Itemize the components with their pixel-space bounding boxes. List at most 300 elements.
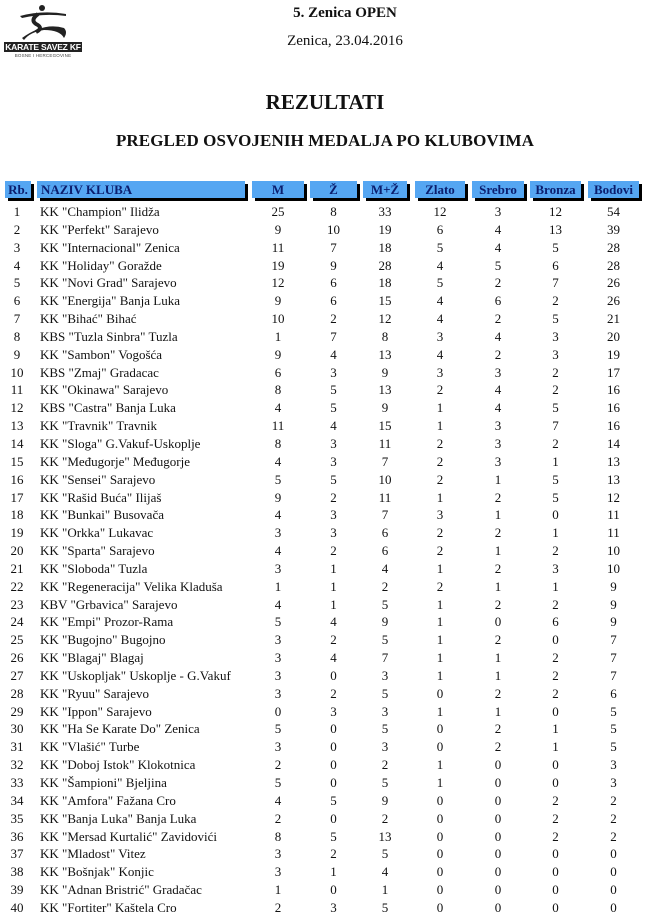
cell-bronze: 0 [552, 864, 559, 880]
cell-silver: 2 [494, 685, 502, 701]
cell-silver: 4 [494, 328, 502, 344]
cell-mz: 6 [381, 525, 389, 541]
cell-gold: 2 [436, 471, 444, 487]
cell-z: 2 [330, 846, 337, 862]
cell-rb: 25 [10, 632, 24, 648]
cell-rb: 21 [10, 560, 24, 576]
cell-mz: 11 [378, 435, 392, 451]
cell-m: 4 [274, 507, 282, 523]
cell-points: 26 [607, 293, 620, 309]
cell-rb: 12 [10, 400, 24, 416]
column-header-points: Bodovi [588, 181, 639, 198]
table-row [0, 828, 650, 846]
cell-points: 54 [607, 204, 620, 219]
cell-silver: 0 [494, 792, 502, 808]
cell-m: 2 [274, 757, 282, 773]
cell-gold: 1 [436, 560, 444, 576]
table-row [0, 596, 650, 614]
cell-gold: 0 [436, 882, 444, 898]
logo-name: KARATE SAVEZ KF [5, 42, 81, 52]
cell-name: KK "Ryuu" Sarajevo [40, 685, 150, 701]
cell-points: 7 [610, 667, 617, 683]
cell-rb: 5 [13, 275, 21, 291]
cell-points: 39 [607, 221, 620, 237]
cell-name: KK "Regeneracija" Velika Kladuša [40, 578, 223, 594]
cell-points: 10 [607, 543, 620, 559]
cell-z: 9 [330, 257, 337, 273]
cell-m: 8 [274, 435, 282, 451]
cell-mz: 5 [381, 632, 389, 648]
cell-rb: 39 [10, 882, 24, 898]
cell-mz: 5 [381, 596, 389, 612]
cell-m: 9 [274, 293, 282, 309]
cell-rb: 8 [13, 328, 21, 344]
cell-m: 8 [274, 382, 282, 398]
table-row [0, 489, 650, 507]
cell-gold: 1 [436, 418, 444, 434]
cell-points: 7 [610, 632, 617, 648]
cell-bronze: 2 [552, 650, 559, 666]
cell-name: KK "Fortiter" Kaštela Cro [40, 899, 177, 915]
cell-mz: 15 [378, 418, 392, 434]
cell-z: 0 [330, 721, 337, 737]
cell-name: KK "Bošnjak" Konjic [40, 864, 154, 880]
cell-z: 1 [330, 560, 337, 576]
cell-silver: 2 [494, 311, 502, 327]
cell-points: 0 [610, 882, 617, 898]
cell-m: 6 [274, 364, 282, 380]
cell-z: 6 [330, 275, 337, 291]
table-row [0, 364, 650, 382]
cell-mz: 5 [381, 685, 389, 701]
cell-rb: 2 [13, 221, 21, 237]
cell-rb: 9 [13, 346, 21, 362]
table-row [0, 845, 650, 863]
cell-name: KK "Rašid Buća" Ilijaš [40, 489, 162, 505]
table-row [0, 810, 650, 828]
cell-bronze: 2 [552, 810, 559, 826]
cell-bronze: 3 [552, 346, 559, 362]
cell-points: 3 [610, 757, 617, 773]
cell-m: 9 [274, 221, 282, 237]
cell-bronze: 1 [552, 578, 559, 594]
cell-gold: 2 [436, 382, 444, 398]
cell-points: 16 [607, 382, 620, 398]
cell-bronze: 2 [552, 382, 559, 398]
table-row [0, 881, 650, 899]
table-row [0, 667, 650, 685]
cell-silver: 5 [494, 257, 502, 273]
table-row [0, 774, 650, 792]
cell-m: 10 [271, 311, 285, 327]
cell-m: 3 [274, 685, 282, 701]
cell-rb: 15 [10, 453, 24, 469]
cell-gold: 0 [436, 828, 444, 844]
cell-points: 5 [610, 739, 617, 755]
cell-gold: 2 [436, 543, 444, 559]
cell-gold: 3 [436, 507, 444, 523]
cell-z: 2 [330, 543, 337, 559]
cell-bronze: 1 [552, 739, 559, 755]
cell-silver: 1 [494, 507, 502, 523]
cell-name: KK "Blagaj" Blagaj [40, 650, 144, 666]
cell-silver: 3 [494, 453, 502, 469]
cell-m: 4 [274, 400, 282, 416]
cell-gold: 1 [436, 650, 444, 666]
cell-bronze: 0 [552, 846, 559, 862]
cell-m: 2 [274, 899, 282, 915]
cell-mz: 2 [381, 757, 389, 773]
cell-silver: 1 [494, 471, 502, 487]
cell-gold: 1 [436, 703, 444, 719]
cell-silver: 4 [494, 221, 502, 237]
column-header-gold: Zlato [415, 181, 465, 198]
cell-bronze: 2 [552, 828, 559, 844]
table-row [0, 203, 650, 221]
cell-rb: 1 [13, 204, 21, 219]
cell-z: 3 [330, 453, 337, 469]
cell-silver: 4 [494, 400, 502, 416]
cell-silver: 6 [494, 293, 502, 309]
cell-m: 5 [274, 614, 282, 630]
table-row [0, 435, 650, 453]
cell-silver: 0 [494, 846, 502, 862]
cell-m: 4 [274, 596, 282, 612]
table-row [0, 863, 650, 881]
cell-points: 3 [610, 775, 617, 790]
cell-z: 3 [330, 435, 337, 451]
cell-name: KK "Mersad Kurtalić" Zavidovići [40, 828, 218, 844]
cell-rb: 23 [10, 596, 24, 612]
cell-m: 12 [271, 275, 285, 291]
cell-bronze: 5 [552, 489, 559, 505]
cell-silver: 0 [494, 899, 502, 915]
cell-bronze: 2 [552, 543, 559, 559]
cell-silver: 0 [494, 810, 502, 826]
cell-points: 13 [607, 471, 620, 487]
cell-mz: 9 [381, 364, 389, 380]
cell-rb: 27 [10, 667, 24, 683]
cell-m: 3 [274, 846, 282, 862]
cell-bronze: 0 [552, 703, 559, 719]
cell-mz: 5 [381, 721, 389, 737]
cell-rb: 13 [10, 418, 24, 434]
cell-z: 3 [330, 507, 337, 523]
cell-m: 4 [274, 792, 282, 808]
cell-bronze: 2 [552, 792, 559, 808]
cell-z: 5 [330, 400, 337, 416]
cell-m: 3 [274, 864, 282, 880]
cell-m: 3 [274, 667, 282, 683]
cell-points: 2 [610, 828, 617, 844]
cell-mz: 33 [378, 204, 392, 219]
cell-points: 9 [610, 578, 617, 594]
table-row [0, 899, 650, 917]
cell-silver: 3 [494, 418, 502, 434]
cell-bronze: 7 [552, 275, 559, 291]
cell-rb: 29 [10, 703, 24, 719]
table-body [0, 203, 650, 917]
table-row [0, 631, 650, 649]
cell-mz: 2 [381, 578, 389, 594]
cell-name: KK "Okinawa" Sarajevo [40, 382, 169, 398]
cell-rb: 26 [10, 650, 24, 666]
cell-mz: 13 [378, 828, 392, 844]
cell-bronze: 5 [552, 239, 559, 255]
cell-mz: 5 [381, 899, 389, 915]
cell-m: 2 [274, 810, 282, 826]
cell-name: KK "Internacional" Zenica [40, 239, 180, 255]
cell-name: KK "Travnik" Travnik [40, 418, 158, 434]
cell-mz: 4 [381, 864, 389, 880]
table-row [0, 453, 650, 471]
cell-name: KK "Međugorje" Međugorje [40, 453, 190, 469]
cell-z: 1 [330, 578, 337, 594]
cell-m: 5 [274, 721, 282, 737]
cell-mz: 7 [381, 507, 389, 523]
cell-name: KK "Bihać" Bihać [40, 311, 137, 327]
cell-mz: 10 [378, 471, 392, 487]
cell-rb: 34 [10, 792, 24, 808]
cell-m: 1 [274, 328, 282, 344]
cell-points: 2 [610, 810, 617, 826]
cell-name: KK "Šampioni" Bjeljina [40, 775, 167, 790]
cell-rb: 28 [10, 685, 24, 701]
cell-name: KK "Sensei" Sarajevo [40, 471, 156, 487]
cell-gold: 5 [436, 275, 444, 291]
cell-rb: 16 [10, 471, 24, 487]
cell-points: 19 [607, 346, 620, 362]
cell-mz: 8 [381, 328, 389, 344]
cell-gold: 1 [436, 757, 444, 773]
cell-mz: 7 [381, 650, 389, 666]
cell-points: 0 [610, 864, 617, 880]
cell-mz: 13 [378, 382, 392, 398]
cell-rb: 19 [10, 525, 24, 541]
cell-gold: 12 [433, 204, 447, 219]
cell-mz: 11 [378, 489, 392, 505]
cell-m: 19 [271, 257, 285, 273]
cell-silver: 1 [494, 703, 502, 719]
cell-z: 3 [330, 525, 337, 541]
cell-rb: 3 [13, 239, 21, 255]
cell-z: 4 [330, 346, 337, 362]
cell-silver: 2 [494, 489, 502, 505]
karate-figure-icon [14, 4, 72, 42]
table-row [0, 399, 650, 417]
cell-silver: 1 [494, 667, 502, 683]
cell-silver: 2 [494, 346, 502, 362]
cell-mz: 18 [378, 239, 392, 255]
cell-silver: 1 [494, 650, 502, 666]
cell-points: 16 [607, 418, 620, 434]
table-row [0, 239, 650, 257]
cell-bronze: 3 [552, 560, 559, 576]
cell-z: 3 [330, 703, 337, 719]
cell-z: 2 [330, 685, 337, 701]
cell-gold: 4 [436, 311, 444, 327]
cell-points: 0 [610, 899, 617, 915]
cell-points: 6 [610, 685, 617, 701]
cell-name: KK "Orkka" Lukavac [40, 525, 154, 541]
cell-z: 0 [330, 757, 337, 773]
cell-m: 3 [274, 560, 282, 576]
cell-rb: 37 [10, 846, 24, 862]
cell-m: 0 [274, 703, 282, 719]
table-row [0, 560, 650, 578]
cell-m: 9 [274, 489, 282, 505]
cell-rb: 24 [10, 614, 24, 630]
cell-points: 14 [607, 435, 620, 451]
cell-gold: 4 [436, 346, 444, 362]
cell-name: KBV "Grbavica" Sarajevo [40, 596, 178, 612]
cell-rb: 36 [10, 828, 24, 844]
cell-rb: 40 [10, 899, 24, 915]
cell-mz: 6 [381, 543, 389, 559]
cell-name: KK "Uskopljak" Uskoplje - G.Vakuf [40, 667, 231, 683]
cell-name: KK "Champion" Ilidža [40, 204, 160, 219]
cell-mz: 15 [378, 293, 392, 309]
cell-z: 2 [330, 311, 337, 327]
cell-bronze: 1 [552, 721, 559, 737]
cell-gold: 2 [436, 578, 444, 594]
cell-silver: 0 [494, 828, 502, 844]
cell-points: 0 [610, 846, 617, 862]
cell-mz: 13 [378, 346, 392, 362]
table-row [0, 257, 650, 275]
cell-bronze: 0 [552, 757, 559, 773]
cell-bronze: 1 [552, 525, 559, 541]
cell-m: 3 [274, 650, 282, 666]
cell-silver: 3 [494, 435, 502, 451]
cell-m: 5 [274, 775, 282, 790]
cell-z: 5 [330, 828, 337, 844]
cell-silver: 0 [494, 757, 502, 773]
cell-m: 25 [271, 204, 285, 219]
cell-m: 3 [274, 739, 282, 755]
cell-rb: 7 [13, 311, 21, 327]
table-row [0, 792, 650, 810]
cell-rb: 38 [10, 864, 24, 880]
cell-silver: 2 [494, 525, 502, 541]
cell-name: KBS "Zmaj" Gradacac [40, 364, 159, 380]
cell-z: 5 [330, 471, 337, 487]
cell-mz: 4 [381, 560, 389, 576]
cell-m: 9 [274, 346, 282, 362]
cell-gold: 0 [436, 792, 444, 808]
cell-gold: 0 [436, 810, 444, 826]
column-header-mz: M+Ž [363, 181, 407, 198]
cell-z: 10 [327, 221, 340, 237]
cell-m: 1 [274, 882, 282, 898]
cell-bronze: 5 [552, 400, 559, 416]
cell-points: 20 [607, 328, 620, 344]
cell-gold: 6 [436, 221, 444, 237]
table-row [0, 221, 650, 239]
cell-mz: 5 [381, 846, 389, 862]
cell-m: 11 [271, 239, 285, 255]
cell-bronze: 1 [552, 453, 559, 469]
cell-rb: 10 [10, 364, 24, 380]
cell-points: 21 [607, 311, 620, 327]
cell-mz: 28 [378, 257, 392, 273]
cell-gold: 2 [436, 453, 444, 469]
cell-silver: 1 [494, 543, 502, 559]
cell-gold: 3 [436, 328, 444, 344]
cell-points: 7 [610, 650, 617, 666]
cell-rb: 18 [10, 507, 24, 523]
cell-bronze: 3 [552, 328, 559, 344]
cell-z: 2 [330, 489, 337, 505]
cell-gold: 1 [436, 614, 444, 630]
cell-mz: 12 [378, 311, 392, 327]
cell-m: 5 [274, 471, 282, 487]
cell-bronze: 7 [552, 418, 559, 434]
table-row [0, 649, 650, 667]
cell-silver: 3 [494, 204, 502, 219]
cell-m: 4 [274, 543, 282, 559]
cell-points: 10 [607, 560, 620, 576]
cell-z: 4 [330, 418, 337, 434]
cell-silver: 2 [494, 560, 502, 576]
cell-name: KK "Adnan Bristrić" Gradačac [40, 882, 202, 898]
table-row [0, 720, 650, 738]
cell-gold: 1 [436, 667, 444, 683]
table-row [0, 417, 650, 435]
cell-z: 0 [330, 810, 337, 826]
cell-mz: 9 [381, 792, 389, 808]
event-title: 5. Zenica OPEN [293, 5, 397, 21]
cell-bronze: 13 [549, 221, 562, 237]
cell-points: 17 [607, 364, 620, 380]
cell-gold: 3 [436, 364, 444, 380]
column-header-z: Ž [310, 181, 357, 198]
column-header-bronze: Bronza [530, 181, 581, 198]
cell-z: 4 [330, 650, 337, 666]
cell-gold: 0 [436, 739, 444, 755]
cell-gold: 5 [436, 239, 444, 255]
table-row [0, 578, 650, 596]
cell-gold: 0 [436, 899, 444, 915]
cell-points: 28 [607, 239, 620, 255]
cell-points: 11 [607, 525, 620, 541]
cell-points: 5 [610, 721, 617, 737]
cell-name: KK "Holiday" Goražde [40, 257, 162, 273]
column-header-name: NAZIV KLUBA [37, 181, 245, 198]
cell-m: 3 [274, 632, 282, 648]
cell-name: KK "Novi Grad" Sarajevo [40, 275, 177, 291]
cell-rb: 32 [10, 757, 24, 773]
cell-bronze: 5 [552, 311, 559, 327]
cell-gold: 0 [436, 685, 444, 701]
cell-name: KK "Empi" Prozor-Rama [40, 614, 174, 630]
cell-mz: 3 [381, 739, 389, 755]
table-row [0, 524, 650, 542]
cell-silver: 4 [494, 239, 502, 255]
cell-mz: 1 [381, 882, 389, 898]
cell-z: 2 [330, 632, 337, 648]
table-row [0, 381, 650, 399]
column-header-silver: Srebro [472, 181, 524, 198]
cell-bronze: 6 [552, 614, 559, 630]
cell-z: 7 [330, 328, 337, 344]
page-title: REZULTATI [265, 90, 385, 114]
cell-bronze: 2 [552, 435, 559, 451]
page-subtitle: PREGLED OSVOJENIH MEDALJA PO KLUBOVIMA [115, 131, 535, 150]
cell-m: 1 [274, 578, 282, 594]
cell-gold: 4 [436, 257, 444, 273]
cell-bronze: 0 [552, 507, 559, 523]
